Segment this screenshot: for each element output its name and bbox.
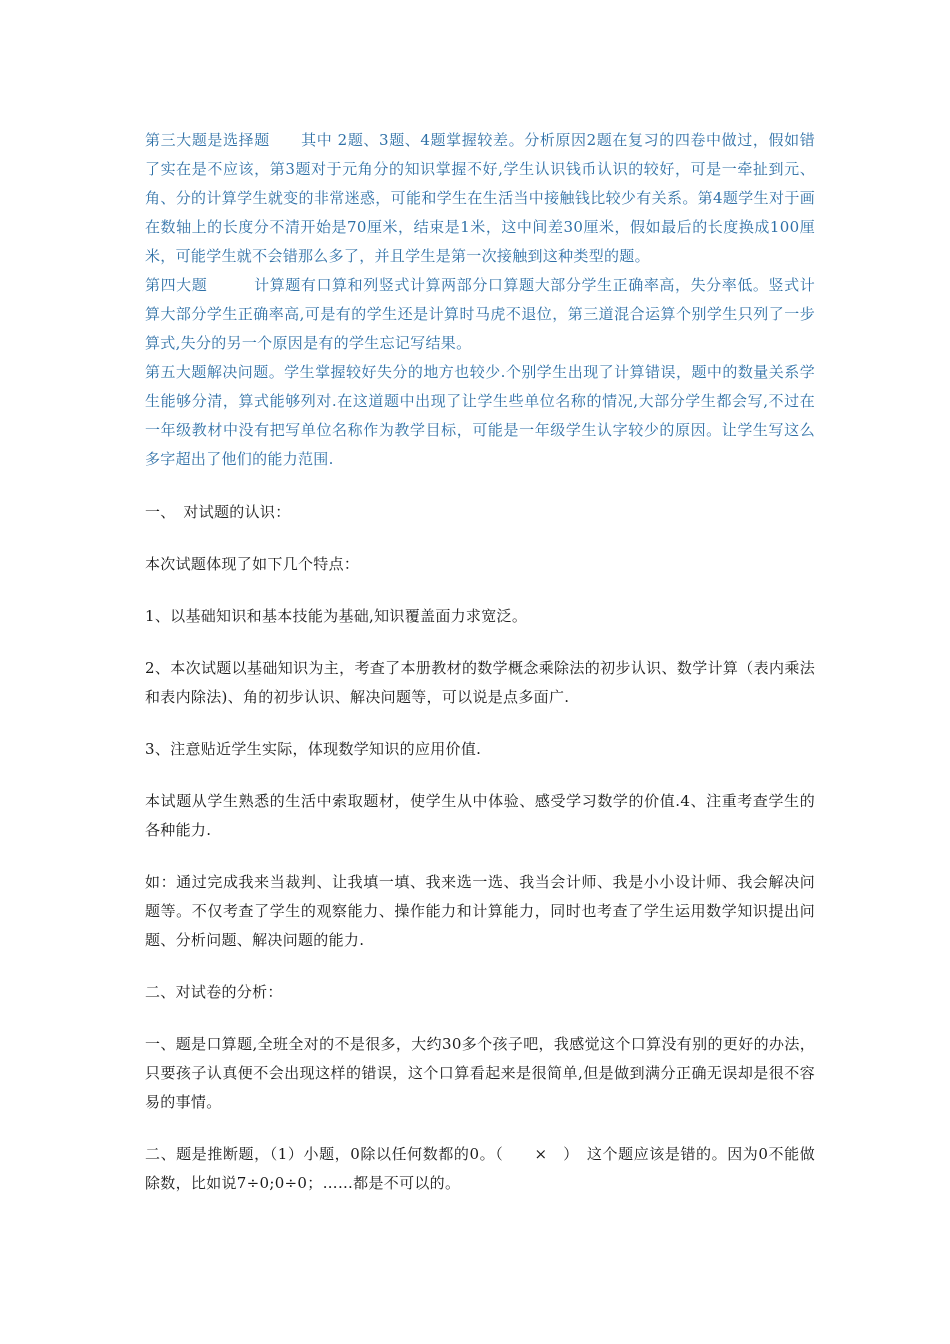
point-3-detail: 本试题从学生熟悉的生活中索取题材，使学生从中体验、感受学习数学的价值.4、注重考查学生的各种能力.	[145, 792, 815, 839]
intro-text: 本次试题体现了如下几个特点：	[145, 555, 360, 573]
document-page	[145, 126, 815, 1198]
section-1-title: 一、 对试题的认识：	[145, 503, 291, 521]
exam-analysis-body	[145, 498, 815, 1198]
paragraph-question-5: 第五大题解决问题。学生掌握较好失分的地方也较少.个别学生出现了计算错误，题中的数量关系学生能够分清，算式能够列对.在这道题中出现了让学生些单位名称的情况,大部分学生都会写,不过在一年级教材中没有把写单位名称作为教学目标，可能是一年级学生认字较少的原因。让学生写这么多字超出了他们的能力范围.	[145, 363, 815, 468]
analysis-1: 一、题是口算题,全班全对的不是很多，大约30多个孩子吧，我感觉这个口算没有别的更好的办法，只要孩子认真便不会出现这样的错误，这个口算看起来是很简单,但是做到满分正确无误却是很不容易的事情。	[145, 1035, 815, 1111]
section-2-title: 二、对试卷的分析：	[145, 983, 283, 1001]
point-4-detail: 如：通过完成我来当裁判、让我填一填、我来选一选、我当会计师、我是小小设计师、我会解决问题等。不仅考查了学生的观察能力、操作能力和计算能力，同时也考查了学生运用数学知识提出问题、分析问题、解决问题的能力.	[145, 873, 815, 949]
point-2: 2、本次试题以基础知识为主，考查了本册教材的数学概念乘除法的初步认识、数学计算（表内乘法和表内除法)、角的初步认识、解决问题等，可以说是点多面广.	[145, 659, 815, 706]
paragraph-question-3: 第三大题是选择题 其中 2题、3题、4题掌握较差。分析原因2题在复习的四卷中做过，假如错了实在是不应该，第3题对于元角分的知识掌握不好,学生认识钱币认识的较好，可是一牵扯到元、角、分的计算学生就变的非常迷惑，可能和学生在生活当中接触钱比较少有关系。第4题学生对于画在数轴上的长度分不清开始是70厘米，结束是1米，这中间差30厘米，假如最后的长度换成100厘米，可能学生就不会错那么多了，并且学生是第一次接触到这种类型的题。	[145, 131, 815, 265]
point-1: 1、以基础知识和基本技能为基础,知识覆盖面力求宽泛。	[145, 607, 528, 625]
paragraph-question-4: 第四大题 计算题有口算和列竖式计算两部分口算题大部分学生正确率高，失分率低。竖式计算大部分学生正确率高,可是有的学生还是计算时马虎不退位，第三道混合运算个别学生只列了一步算式,失分的另一个原因是有的学生忘记写结果。	[145, 276, 815, 352]
exam-question-review	[145, 126, 815, 474]
analysis-2: 二、题是推断题，（1）小题，0除以任何数都的0。（ × ） 这个题应该是错的。因为0不能做除数，比如说7÷0;0÷0；……都是不可以的。	[145, 1145, 815, 1192]
point-3: 3、注意贴近学生实际，体现数学知识的应用价值.	[145, 740, 482, 758]
